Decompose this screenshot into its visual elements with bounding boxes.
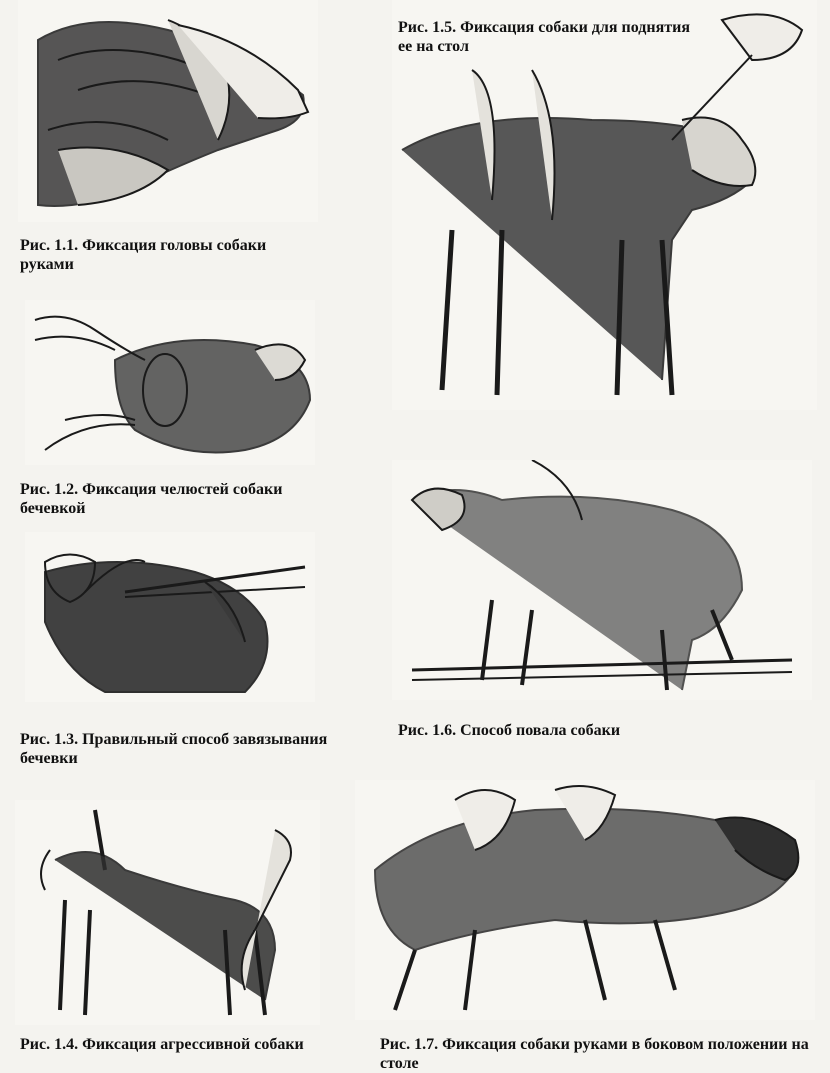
figure-caption: Рис. 1.3. Правильный способ завязывания бечевки <box>20 731 328 767</box>
dog-head-held-by-hands-drawing <box>18 0 318 222</box>
figure-1-1-illustration <box>18 0 318 222</box>
figure-1-7-illustration <box>355 780 815 1020</box>
figure-1-3-illustration <box>25 532 315 702</box>
figure-caption: Рис. 1.5. Фиксация собаки для поднятия ее на стол <box>398 19 690 55</box>
figure-caption: Рис. 1.7. Фиксация собаки руками в боковом положении на столе <box>380 1036 809 1072</box>
figure-caption: Рис. 1.2. Фиксация челюстей собаки бечевкой <box>20 481 283 517</box>
dog-takedown-method-drawing <box>392 460 812 700</box>
aggressive-dog-on-leash-drawing <box>15 800 320 1025</box>
dog-restrained-for-lifting-drawing <box>392 0 817 410</box>
figure-1-5-illustration <box>392 0 817 410</box>
figure-1-4-illustration <box>15 800 320 1025</box>
figure-1-6-illustration <box>392 460 812 700</box>
figure-caption: Рис. 1.4. Фиксация агрессивной собаки <box>20 1036 304 1053</box>
figure-1-2-illustration <box>25 300 315 465</box>
dog-held-lying-on-table-drawing <box>355 780 815 1020</box>
string-tying-method-drawing <box>25 532 315 702</box>
figure-caption: Рис. 1.1. Фиксация головы собаки руками <box>20 237 267 273</box>
figure-caption: Рис. 1.6. Способ повала собаки <box>398 722 621 739</box>
dog-muzzle-tied-with-string-drawing <box>25 300 315 465</box>
